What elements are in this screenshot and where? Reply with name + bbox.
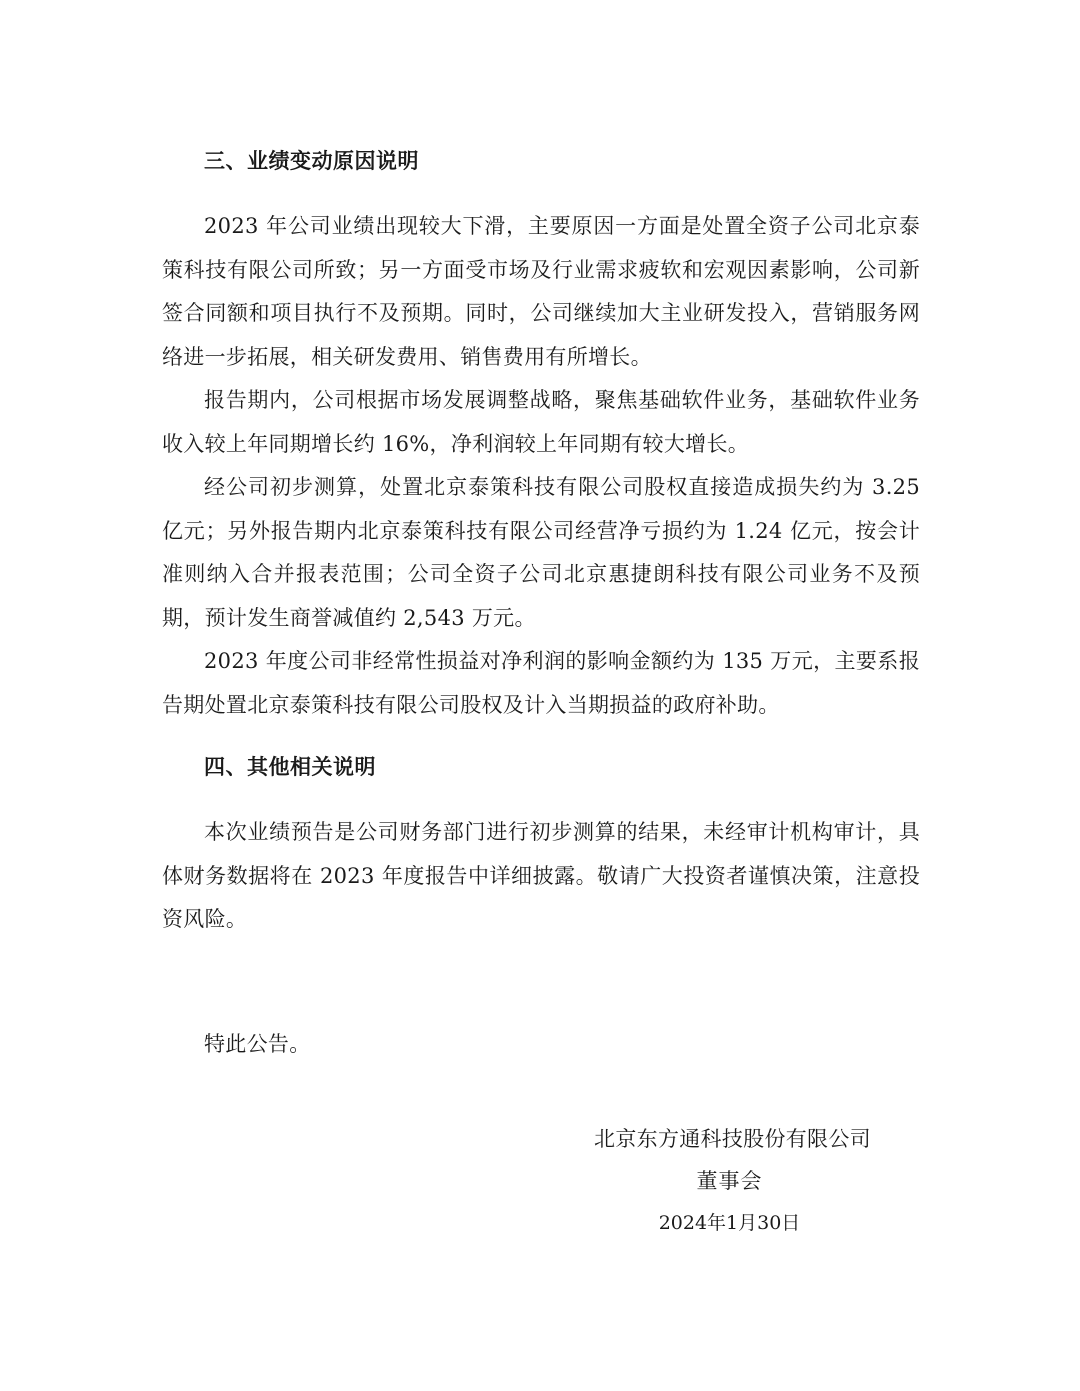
signature-company: 北京东方通科技股份有限公司 — [594, 1127, 871, 1151]
section3-paragraph-1: 2023 年公司业绩出现较大下滑，主要原因一方面是处置全资子公司北京泰策科技有限公司所致；另一方面受市场及行业需求疲软和宏观因素影响，公司新签合同额和项目执行不及预期。同时，公司继续加大主业研发投入，营销服务网络进一步拓展，相关研发费用、销售费用有所增长。 — [162, 214, 920, 369]
section3-paragraph-4: 2023 年度公司非经常性损益对净利润的影响金额约为 135 万元，主要系报告期处置北京泰策科技有限公司股权及计入当期损益的政府补助。 — [162, 649, 920, 717]
closing-notice: 特此公告。 — [204, 1032, 311, 1056]
signature-board: 董事会 — [696, 1169, 763, 1193]
section4-body — [162, 811, 920, 942]
section4-heading: 四、其他相关说明 — [204, 755, 376, 779]
signature-date: 2024年1月30日 — [658, 1212, 801, 1234]
section3-paragraph-2: 报告期内，公司根据市场发展调整战略，聚焦基础软件业务，基础软件业务收入较上年同期增长约 16%，净利润较上年同期有较大增长。 — [162, 388, 920, 456]
section3-heading: 三、业绩变动原因说明 — [204, 149, 419, 173]
section3-body — [162, 205, 920, 727]
section4-paragraph-1: 本次业绩预告是公司财务部门进行初步测算的结果，未经审计机构审计，具体财务数据将在 2023 年度报告中详细披露。敬请广大投资者谨慎决策，注意投资风险。 — [162, 820, 920, 931]
document-body — [162, 140, 920, 942]
signature-block — [560, 1118, 905, 1244]
section3-paragraph-3: 经公司初步测算，处置北京泰策科技有限公司股权直接造成损失约为 3.25 亿元；另外报告期内北京泰策科技有限公司经营净亏损约为 1.24 亿元，按会计准则纳入合并报表范围；公司全资子公司北京惠捷朗科技有限公司业务不及预期，预计发生商誉减值约 2,543 万元。 — [162, 475, 920, 630]
